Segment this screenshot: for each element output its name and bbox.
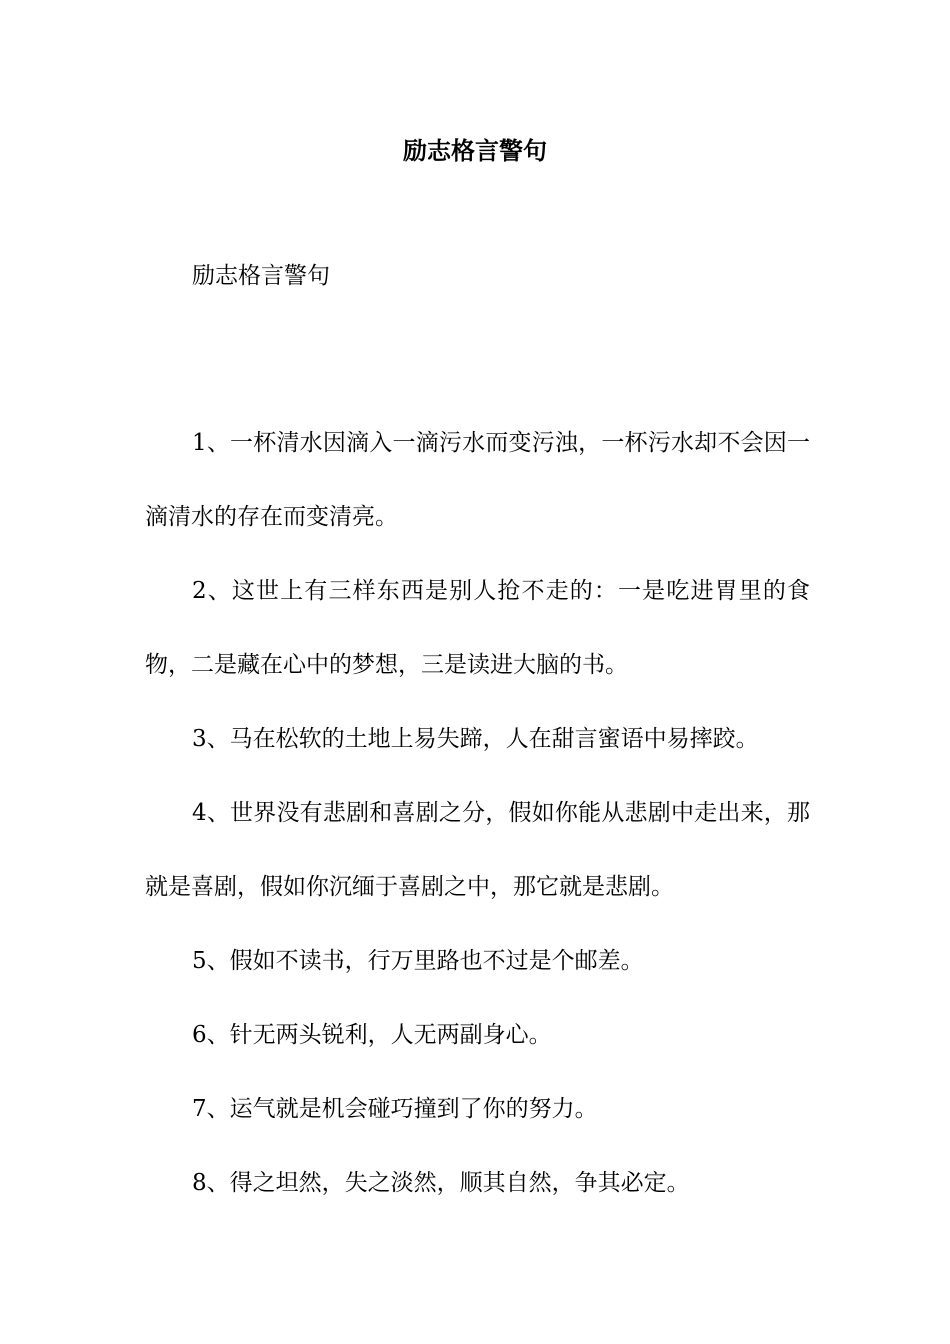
document-subtitle: 励志格言警句	[192, 263, 330, 289]
document-body	[145, 406, 810, 1220]
quote-paragraph-4: 4、世界没有悲剧和喜剧之分，假如你能从悲剧中走出来，那就是喜剧，假如你沉缅于喜剧之中，那它就是悲剧。	[145, 800, 810, 900]
quote-paragraph-6: 6、针无两头锐利，人无两副身心。	[192, 1022, 552, 1048]
quote-paragraph-3: 3、马在松软的土地上易失蹄，人在甜言蜜语中易摔跤。	[192, 726, 759, 752]
quote-paragraph-8: 8、得之坦然，失之淡然，顺其自然，争其必定。	[192, 1170, 690, 1196]
quote-paragraph-2: 2、这世上有三样东西是别人抢不走的：一是吃进胃里的食物，二是藏在心中的梦想，三是读进大脑的书。	[145, 578, 810, 678]
quote-paragraph-1: 1、一杯清水因滴入一滴污水而变污浊，一杯污水却不会因一滴清水的存在而变清亮。	[145, 430, 810, 530]
quote-paragraph-7: 7、运气就是机会碰巧撞到了你的努力。	[192, 1096, 598, 1122]
document-title: 励志格言警句	[403, 136, 547, 165]
quote-paragraph-5: 5、假如不读书，行万里路也不过是个邮差。	[192, 948, 644, 974]
